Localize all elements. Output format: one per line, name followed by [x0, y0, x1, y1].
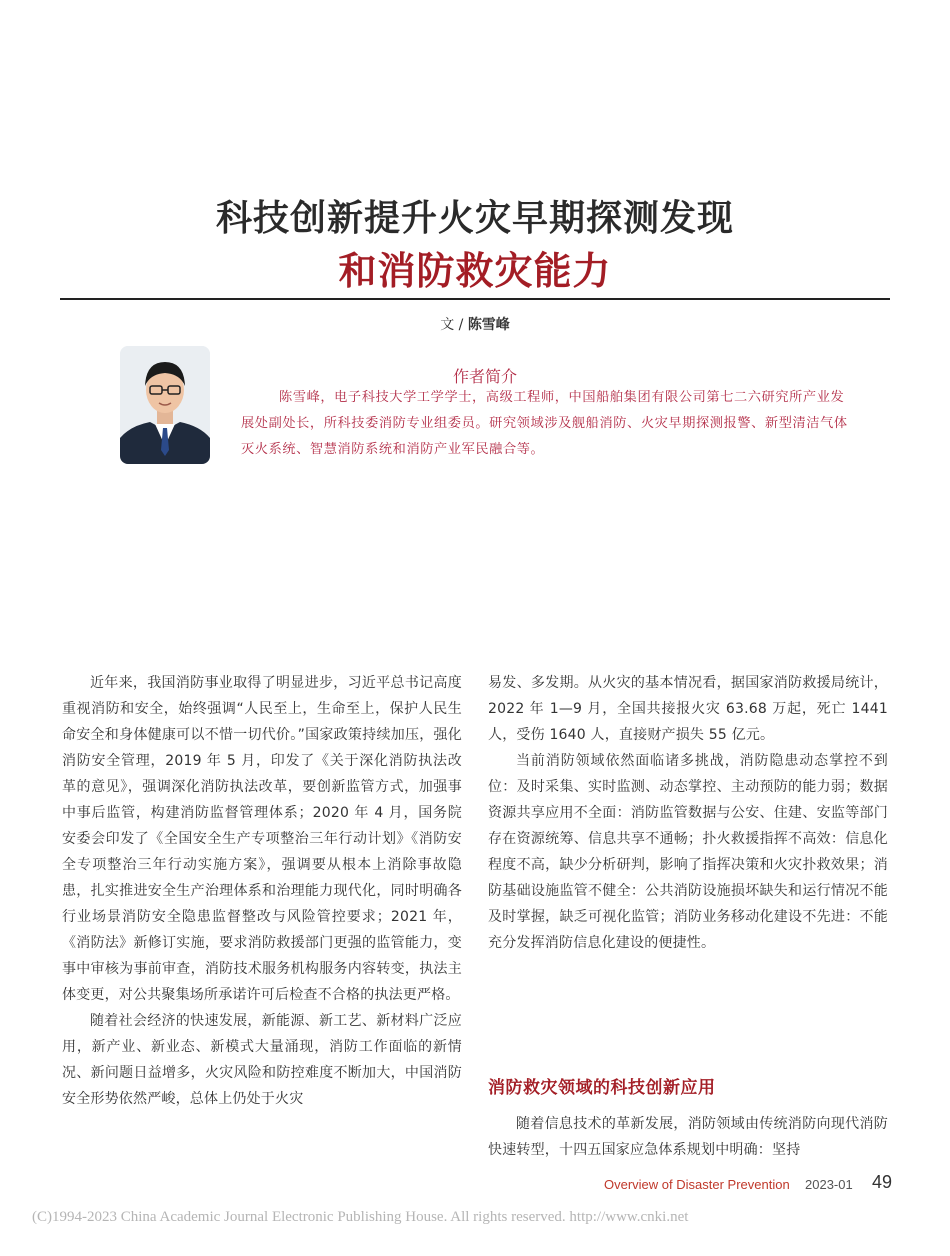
body-paragraph: 当前消防领域依然面临诸多挑战，消防隐患动态掌控不到位：及时采集、实时监测、动态掌控、主动预防的能力弱；数据资源共享应用不全面：消防监管数据与公安、住建、安监等部门存在资源统筹、信息共享不通畅；扑火救援指挥不高效：信息化程度不高，缺少分析研判，影响了指挥决策和火灾扑救效果；消防基础设施监管不健全：公共消防设施损坏缺失和运行情况不能及时掌握，缺乏可视化监管；消防业务移动化建设不先进：不能充分发挥消防信息化建设的便捷性。: [488, 753, 888, 951]
author-bio-text: [241, 385, 853, 463]
author-bio-heading: 作者简介: [453, 367, 518, 386]
author-name: 陈雪峰: [467, 317, 510, 333]
article-title-line-1: 科技创新提升火灾早期探测发现: [215, 198, 734, 239]
author-portrait-icon: [120, 346, 210, 464]
body-paragraph: 随着信息技术的革新发展，消防领域由传统消防向现代消防快速转型，十四五国家应急体系规划中明确：坚持: [488, 1116, 888, 1158]
author-photo: [120, 346, 210, 464]
right-column-continued: [488, 1111, 888, 1163]
article-title-line-2: 和消防救灾能力: [338, 249, 612, 293]
body-paragraph: 随着社会经济的快速发展，新能源、新工艺、新材料广泛应用，新产业、新业态、新模式大量涌现，消防工作面临的新情况、新问题日益增多，火灾风险和防控难度不断加大，中国消防安全形势依然严峻，总体上仍处于火灾: [62, 1013, 462, 1107]
right-column: [488, 670, 888, 956]
page-number: 49: [872, 1172, 893, 1192]
author-bio-body: 陈雪峰，电子科技大学工学学士，高级工程师，中国船舶集团有限公司第七二六研究所产业发展处副处长，所科技委消防专业组委员。研究领域涉及舰船消防、火灾早期探测报警、新型清洁气体灭火系统、智慧消防系统和消防产业军民融合等。: [241, 390, 848, 457]
body-paragraph: 近年来，我国消防事业取得了明显进步，习近平总书记高度重视消防和安全，始终强调“人民至上，生命至上，保护人民生命安全和身体健康可以不惜一切代价。”国家政策持续加压，强化消防安全管理，2019 年 5 月，印发了《关于深化消防执法改革的意见》，强调深化消防执法改革，要创新监管方式，加强事中事后监管，构建消防监督管理体系；2020 年 4 月，国务院安委会印发了《全国安全生产专项整治三年行动计划》《消防安全专项整治三年行动实施方案》，强调要从根本上消除事故隐患，扎实推进安全生产治理体系和治理能力现代化，同时明确各行业场景消防安全隐患监督整改与风险管控要求；2021 年，《消防法》新修订实施，要求消防救援部门更强的监管能力，变事中审核为事前审查，消防技术服务机构服务内容转变，执法主体变更，对公共聚集场所承诺许可后检查不合格的执法更严格。: [62, 675, 462, 1003]
footer-issue: 2023-01: [805, 1177, 853, 1192]
section-heading: 消防救灾领域的科技创新应用: [488, 1078, 716, 1098]
byline: [0, 314, 950, 334]
byline-prefix: 文 /: [440, 317, 468, 333]
title-divider: [60, 298, 890, 300]
left-column: [62, 670, 462, 1112]
body-paragraph: 易发、多发期。从火灾的基本情况看，据国家消防救援局统计，2022 年 1—9 月，全国共接报火灾 63.68 万起，死亡 1441 人，受伤 1640 人，直接财产损失 55 亿元。: [488, 675, 888, 743]
footer-magazine-name: Overview of Disaster Prevention: [604, 1177, 790, 1192]
copyright-watermark: (C)1994-2023 China Academic Journal Electronic Publishing House. All rights reserved. http://www.cnki.net: [32, 1209, 689, 1225]
